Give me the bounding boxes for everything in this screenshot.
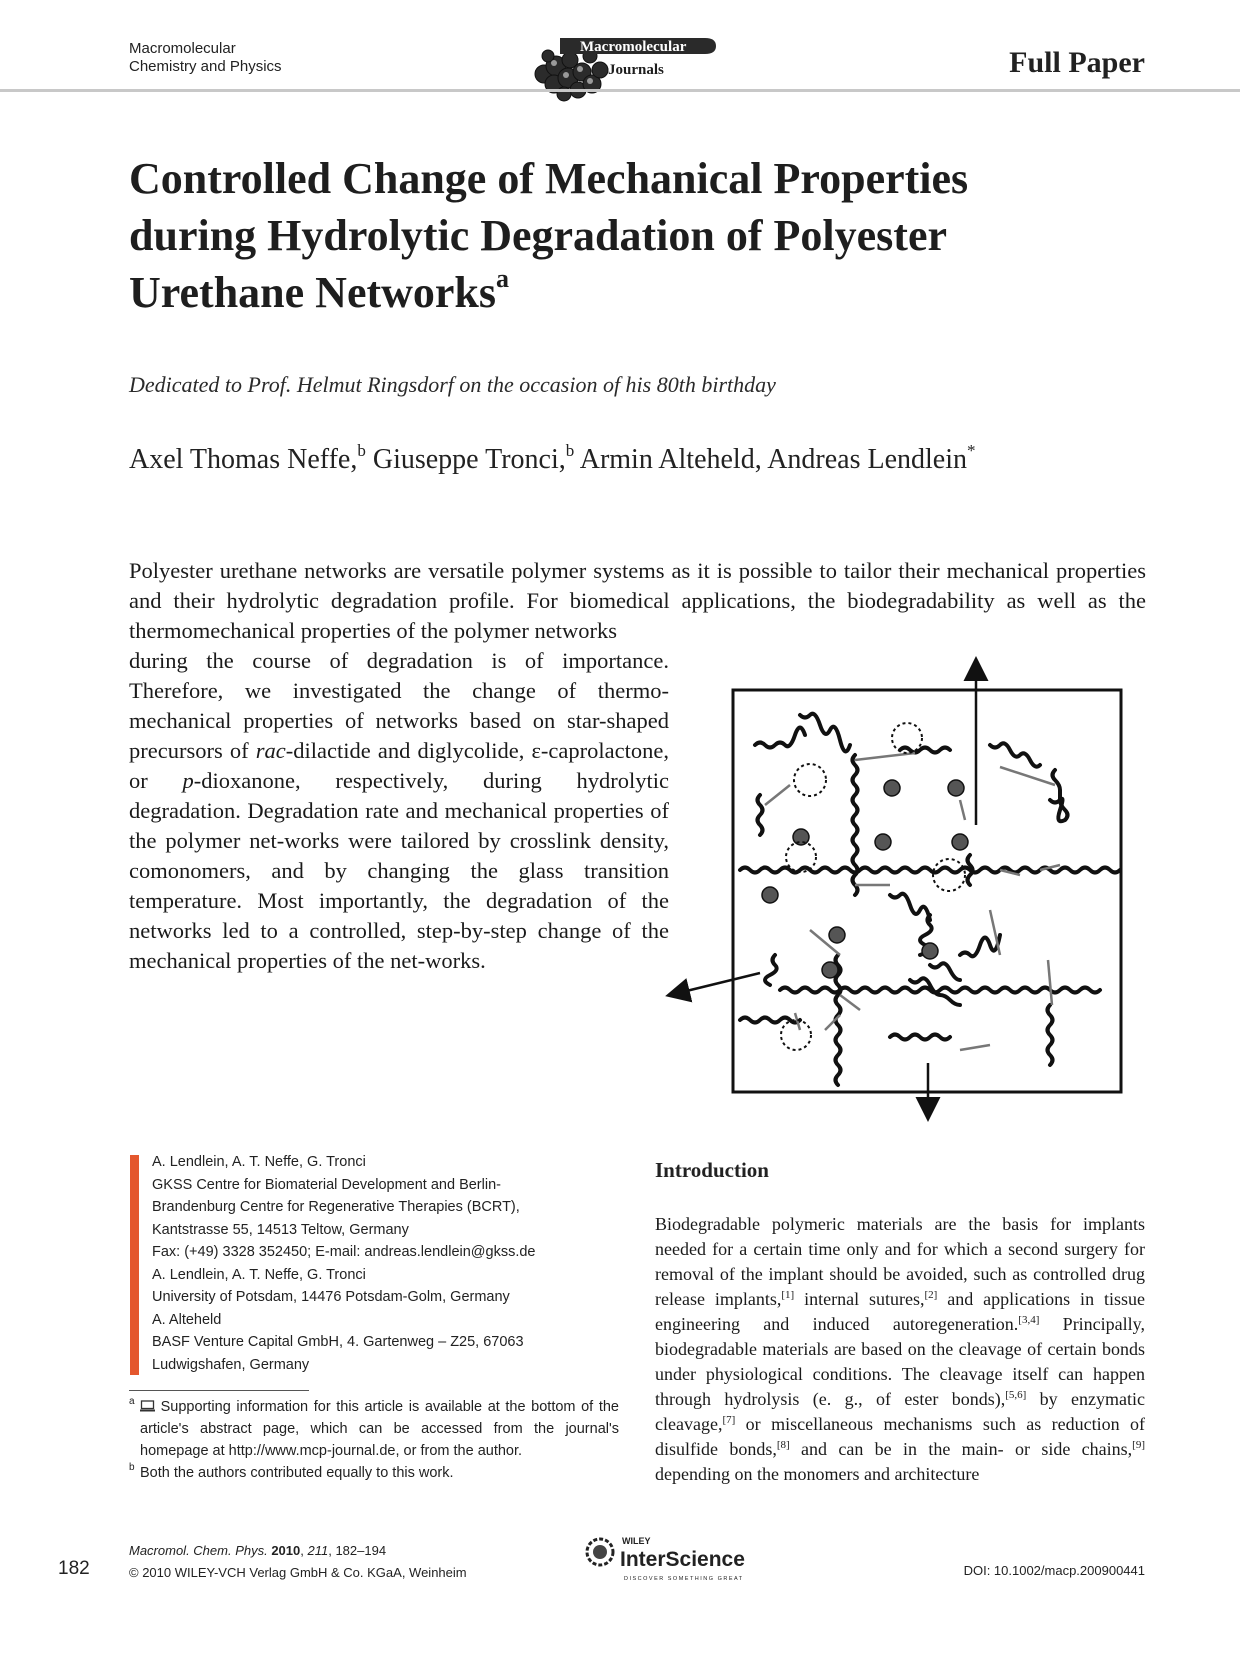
molecule-logo-icon <box>530 26 720 106</box>
citation-year: 2010 <box>271 1543 301 1558</box>
citation <box>129 1540 467 1584</box>
journal-name <box>129 40 282 76</box>
author-1-mark: b <box>357 441 366 460</box>
interscience-text: InterScience <box>620 1548 745 1571</box>
title-line3 <box>129 264 1129 321</box>
interscience-logo-icon <box>580 1530 770 1585</box>
logo-text-line2: Journals <box>608 62 664 78</box>
intro-text-5: by enzymatic cleavage, <box>655 1389 1145 1434</box>
interscience-tagline: DISCOVER SOMETHING GREAT <box>624 1576 744 1582</box>
drug-particles <box>762 780 968 978</box>
citation-line: Macromol. Chem. Phys. 2010, 211, 182–194 <box>129 1543 387 1558</box>
author-4-mark: * <box>967 441 976 460</box>
reference-3[interactable]: [3,4] <box>1018 1314 1040 1326</box>
affiliation-line: Fax: (+49) 3328 352450; E-mail: andreas.lendlein@gkss.de <box>152 1244 536 1260</box>
affiliation-line: Kantstrasse 55, 14513 Teltow, Germany <box>152 1221 409 1238</box>
wiley-small-text: WILEY <box>622 1536 651 1546</box>
title-line1: Controlled Change of Mechanical Properties <box>129 154 969 203</box>
abstract-narrow <box>129 646 669 976</box>
network-box <box>733 690 1121 1092</box>
footnote-rule <box>129 1390 309 1391</box>
journal-abbrev: Macromol. Chem. Phys. <box>129 1543 268 1558</box>
author-list <box>129 441 976 476</box>
author-2: Giuseppe Tronci, <box>372 444 566 475</box>
abstract-text-2: -dilactide and diglycolide, ε-caprolactone, or <box>129 738 669 793</box>
reference-4[interactable]: [5,6] <box>1005 1389 1027 1401</box>
affiliation-line: A. Lendlein, A. T. Neffe, G. Tronci <box>152 1266 366 1283</box>
title-line3-text: Urethane Networks <box>129 268 497 317</box>
reference-6[interactable]: [8] <box>776 1439 790 1451</box>
footnotes <box>129 1396 619 1484</box>
abstract-p: p <box>182 768 194 793</box>
logo-text-line1: Macromolecular <box>580 39 687 55</box>
copyright: © 2010 WILEY-VCH Verlag GmbH & Co. KGaA, Weinheim <box>129 1565 467 1580</box>
author-2-mark: b <box>565 441 575 460</box>
crosslinkers <box>765 753 1060 1050</box>
citation-volume: 211 <box>307 1543 329 1558</box>
section-label: Full Paper <box>1009 46 1145 79</box>
citation-pages: , 182–194 <box>328 1543 387 1558</box>
graphical-abstract-figure <box>660 655 1130 1130</box>
affiliation-line: Brandenburg Centre for Regenerative Therapies (BCRT), <box>152 1199 520 1215</box>
polymer-network-diagram <box>660 655 1130 1125</box>
page-number: 182 <box>58 1558 90 1579</box>
reference-1[interactable]: [1] <box>781 1289 795 1301</box>
introduction-heading: Introduction <box>655 1158 769 1182</box>
footnote-a-text: Supporting information for this article is available at the bottom of the article's abstract page, which can be accessed from the journal's homepage at http://www.mcp-journal.de, or from the author. <box>140 1399 619 1459</box>
footnote-a <box>129 1396 619 1462</box>
abstract-text-1: during the course of degradation is of importance. Therefore, we investigated the change of thermo-mechanical properties of networks based on star-shaped precursors of <box>129 648 669 763</box>
computer-icon <box>140 1400 155 1412</box>
doi: DOI: 10.1002/macp.200900441 <box>963 1563 1145 1578</box>
affiliation-line: BASF Venture Capital GmbH, 4. Gartenweg – Z25, 67063 <box>152 1334 524 1350</box>
intro-text-4: Principally, biodegradable materials are based on the cleavage of certain bonds under physiological conditions. The cleavage itself can happen through hydrolysis (e. g., of ester bonds), <box>655 1314 1145 1409</box>
abstract-text-3: -dioxanone, respectively, during hydrolytic degradation. Degradation rate and mechanical properties of the polymer net-works were tailored by crosslink density, comonomers, and by changing the glass transition temperature. Most importantly, the degradation of the networks led to a controlled, step-by-step change of the mechanical properties of the net-works. <box>129 768 669 973</box>
intro-text-7: and can be in the main- or side chains, <box>789 1439 1133 1459</box>
article-title <box>129 150 1129 321</box>
intro-text-1: Biodegradable polymeric materials are the basis for implants needed for a certain time only and for which a second surgery for removal of the implant should be avoided, such as controlled drug release implants, <box>655 1214 1145 1309</box>
abstract-wide: Polyester urethane networks are versatile polymer systems as it is possible to tailor their mechanical properties and their hydrolytic degradation profile. For biomedical applications, the biodegradability as well as the thermomechanical properties of the polymer networks <box>129 558 1146 643</box>
wiley-interscience-logo <box>580 1530 770 1590</box>
title-footnote-mark: a <box>496 264 510 293</box>
affiliation-line: Ludwigshafen, Germany <box>152 1356 310 1373</box>
intro-text-3: and applications in tissue engineering and induced autoregeneration. <box>655 1289 1145 1334</box>
footnote-b-mark: b <box>129 1462 135 1473</box>
author-1: Axel Thomas Neffe, <box>129 444 358 475</box>
intro-text-6: or miscellaneous mechanisms such as reduction of disulfide bonds, <box>655 1414 1145 1459</box>
cleavage-sites <box>781 723 965 1050</box>
affiliation-line: University of Potsdam, 14476 Potsdam-Golm, Germany <box>152 1289 510 1305</box>
reference-7[interactable]: [9] <box>1132 1439 1145 1451</box>
title-line2: during Hydrolytic Degradation of Polyester <box>129 211 947 260</box>
footnote-b-text: Both the authors contributed equally to this work. <box>140 1465 454 1481</box>
footnote-a-mark: a <box>129 1396 135 1407</box>
intro-text-2: internal sutures, <box>794 1289 925 1309</box>
footnote-b <box>129 1462 619 1484</box>
affiliation-line: A. Alteheld <box>152 1311 222 1328</box>
reference-2[interactable]: [2] <box>924 1289 938 1301</box>
affiliation-line: A. Lendlein, A. T. Neffe, G. Tronci <box>152 1154 366 1170</box>
macromolecular-journals-logo <box>530 26 720 111</box>
header-rule <box>0 89 1240 92</box>
arrow-left-icon <box>670 973 760 995</box>
affiliations <box>152 1151 612 1376</box>
introduction-text <box>655 1212 1145 1487</box>
author-3: Armin Alteheld, <box>579 444 762 475</box>
intro-text-8: depending on the monomers and architecture <box>655 1464 980 1484</box>
abstract-rac: rac <box>255 738 286 763</box>
journal-name-line1: Macromolecular <box>129 40 236 57</box>
affiliation-line: GKSS Centre for Biomaterial Development and Berlin- <box>152 1176 501 1193</box>
affiliation-accent-bar <box>130 1155 139 1375</box>
reference-5[interactable]: [7] <box>722 1414 736 1426</box>
dedication: Dedicated to Prof. Helmut Ringsdorf on the occasion of his 80th birthday <box>129 372 776 397</box>
author-4: Andreas Lendlein <box>767 444 968 475</box>
journal-name-line2: Chemistry and Physics <box>129 58 282 75</box>
